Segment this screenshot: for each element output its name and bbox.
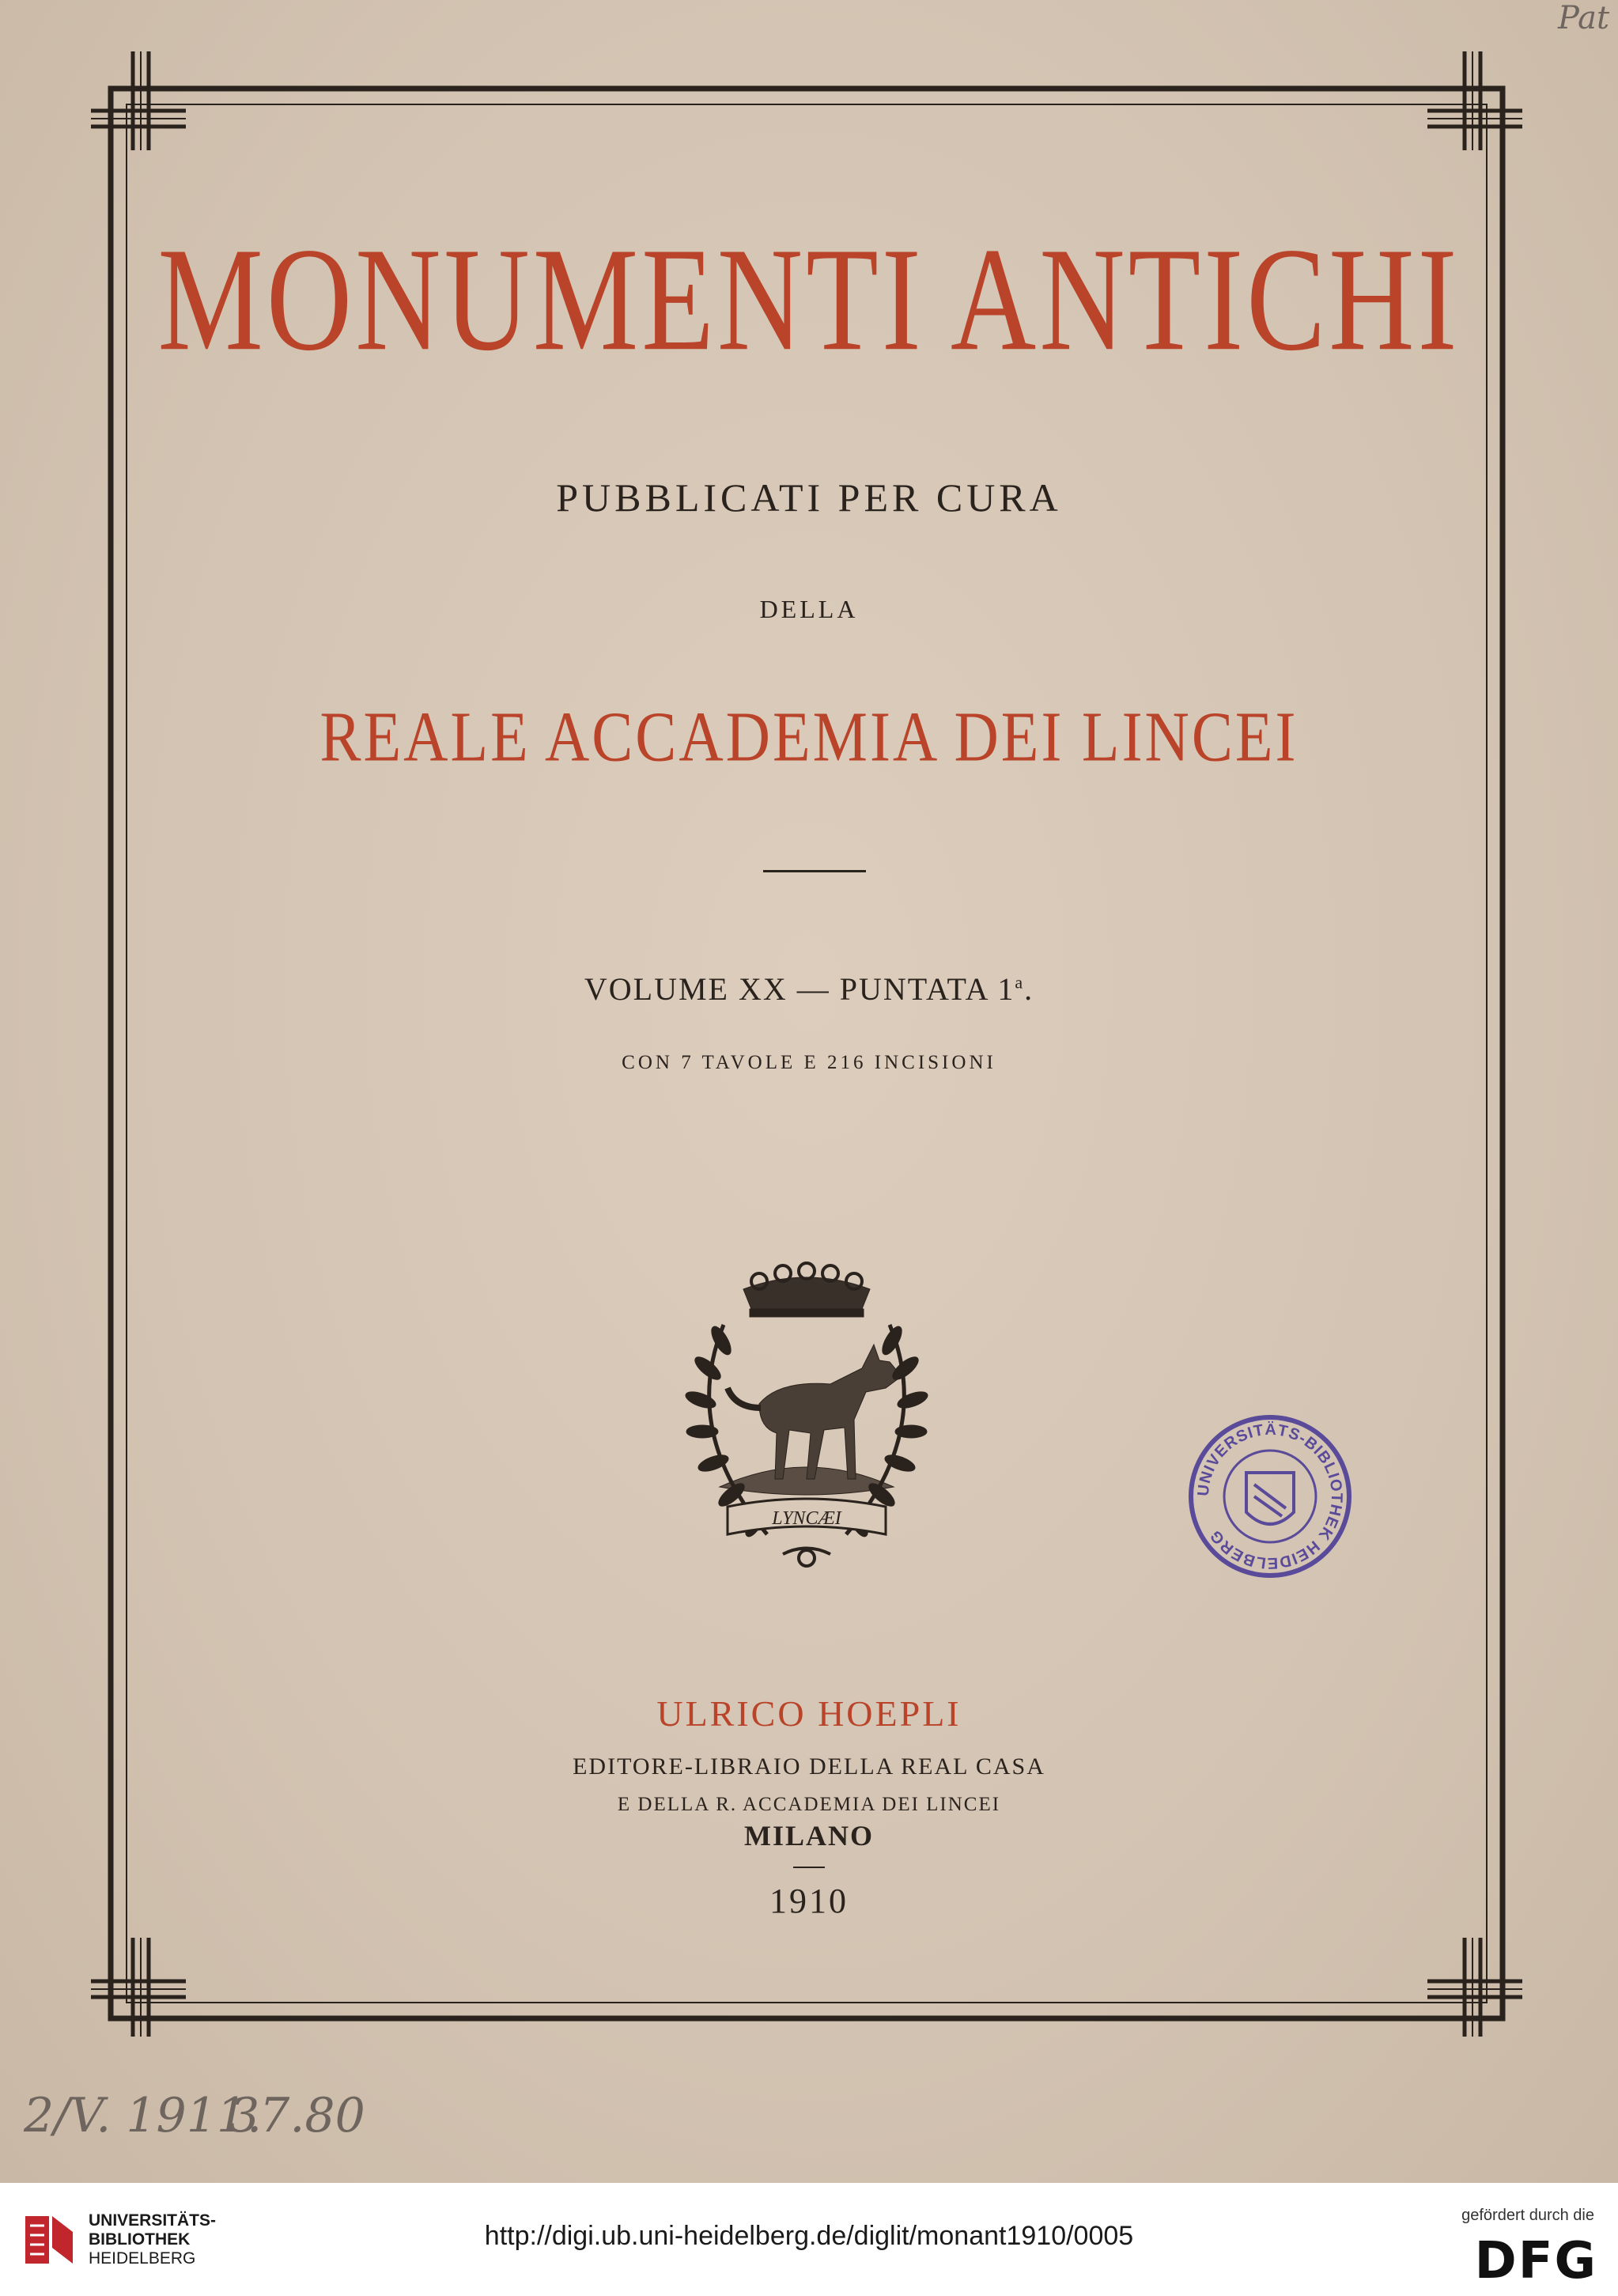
volume-ordinal: a (1015, 972, 1025, 993)
divider-rule (763, 870, 866, 872)
publisher-line-2: E DELLA R. ACCADEMIA DEI LINCEI (617, 1794, 1001, 1815)
library-stamp-icon (1183, 1409, 1357, 1583)
publication-year: 1910 (769, 1882, 849, 1920)
stamp-text: UNIVERSITÄTS-BIBLIOTHEK HEIDELBERG (1194, 1420, 1346, 1572)
city-divider (793, 1867, 825, 1868)
handwritten-date: 2/V. 1911. (24, 2088, 263, 2143)
lynx-emblem-icon (648, 1250, 965, 1582)
subtitle-della: DELLA (759, 595, 859, 623)
logo-line-1: UNIVERSITÄTS- (89, 2211, 217, 2230)
academy-name: REALE ACCADEMIA DEI LINCEI (319, 697, 1299, 777)
emblem-motto: LYNCÆI (772, 1508, 841, 1529)
volume-period: . (1024, 971, 1034, 1007)
handwritten-mark: Pat (1558, 0, 1610, 36)
publisher-name: ULRICO HOEPLI (656, 1693, 962, 1734)
logo-line-3: HEIDELBERG (89, 2249, 196, 2268)
logo-line-2: BIBLIOTHEK (89, 2230, 191, 2249)
permalink-url[interactable]: http://digi.ub.uni-heidelberg.de/diglit/monant1910/0005 (484, 2221, 1134, 2251)
publication-city: MILANO (744, 1820, 874, 1852)
handwritten-number: 37.80 (229, 2088, 365, 2143)
funded-by-label: gefördert durch die (1461, 2207, 1594, 2224)
publisher-line-1: EDITORE-LIBRAIO DELLA REAL CASA (573, 1753, 1045, 1780)
viewer-footer (0, 2183, 1618, 2296)
volume-text: VOLUME XX — PUNTATA 1 (584, 971, 1015, 1007)
main-title: MONUMENTI ANTICHI (157, 217, 1461, 382)
plates-line: CON 7 TAVOLE E 216 INCISIONI (622, 1052, 996, 1073)
dfg-logo: DFG (1474, 2232, 1597, 2290)
volume-line (0, 970, 1618, 1008)
subtitle-line: PUBBLICATI PER CURA (556, 475, 1062, 520)
